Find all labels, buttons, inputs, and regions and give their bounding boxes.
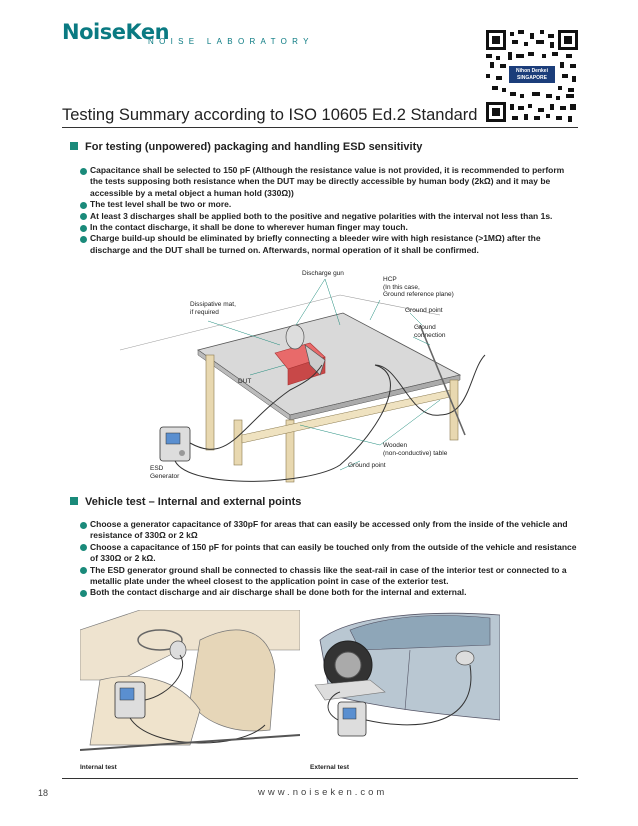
label-hcp-line1: HCP: [383, 276, 397, 283]
title-divider: [62, 127, 578, 128]
footer-divider: [62, 778, 578, 779]
list-item: In the contact discharge, it shall be done to wherever human finger may touch.: [80, 222, 578, 233]
qr-badge-line1: Nihon Denkei: [516, 68, 548, 74]
list-item: Choose a generator capacitance of 330pF for areas that can easily be accessed only from the inside of the vehicle and resistance of 330Ω or 2 kΩ: [80, 519, 578, 542]
noiseken-logo: NoiseKen: [62, 20, 170, 44]
list-item: The ESD generator ground shall be connected to chassis like the seat-rail in case of the interior test or connected to a metallic plate under the wheel closest to the application point in case of the exterior test.: [80, 565, 578, 588]
qr-badge: [509, 66, 555, 83]
list-item: Both the contact discharge and air discharge shall be done both for the internal and external.: [80, 587, 578, 598]
label-esd-line1: ESD: [150, 465, 164, 472]
label-ground-connection-line2: connection: [414, 331, 446, 339]
logo-tagline: NOISE LABORATORY: [148, 37, 314, 46]
caption-external-test: External test: [310, 764, 350, 771]
page-title: Testing Summary according to ISO 10605 Ed.2 Standard: [62, 106, 478, 124]
footer-url: www.noiseken.com: [258, 787, 388, 798]
label-dissipative-mat: [190, 301, 236, 316]
section1-heading: [70, 141, 422, 153]
label-wooden-table: [383, 442, 447, 457]
qr-badge-line2: SINGAPORE: [516, 75, 547, 81]
section-square-icon: [70, 497, 78, 505]
internal-test-figure: [80, 610, 300, 760]
label-esd-line2: Generator: [150, 472, 180, 480]
label-ground-point-bottom: Ground point: [348, 462, 386, 469]
label-dissipative-line1: Dissipative mat,: [190, 301, 236, 308]
label-hcp-line2: (In this case,: [383, 283, 420, 291]
label-ground-point-top: Ground point: [405, 307, 443, 314]
list-item: At least 3 discharges shall be applied both to the positive and negative polarities with the interval not less than 1s.: [80, 211, 578, 222]
section2-bullets: [80, 519, 578, 599]
section2-heading: [70, 496, 301, 508]
section1-bullets: [80, 165, 578, 256]
list-item: Charge build-up should be eliminated by briefly connecting a bleeder wire with high resistance (>1MΩ) after the discharge and the DUT shall be turned on. Afterwards, normal operation of it shall be confirmed.: [80, 233, 578, 256]
external-test-figure: [310, 610, 500, 760]
label-discharge-gun: Discharge gun: [302, 270, 344, 277]
section1-heading-text: For testing (unpowered) packaging and handling ESD sensitivity: [85, 141, 423, 153]
label-hcp-line3: Ground reference plane): [383, 291, 454, 298]
list-item: Choose a capacitance of 150 pF for points that can easily be touched only from the outside of the vehicle and resistance of 330Ω or 2 kΩ.: [80, 542, 578, 565]
label-esd-generator: [150, 465, 179, 480]
label-dut: DUT: [238, 378, 252, 385]
label-wooden-line1: Wooden: [383, 442, 408, 449]
section-square-icon: [70, 142, 78, 150]
section2-heading-text: Vehicle test – Internal and external points: [85, 496, 302, 508]
esd-test-setup-figure: [110, 265, 540, 490]
caption-internal-test: Internal test: [80, 764, 117, 771]
list-item: The test level shall be two or more.: [80, 199, 578, 210]
page-number: 18: [38, 788, 49, 798]
list-item: Capacitance shall be selected to 150 pF (Although the resistance value is not provided, it is recommended to perform the tests supposing both resistance when the DUT may be directly accessible by human body (2kΩ) and it may be accessible by a metal object a human hold (330Ω)): [80, 165, 578, 199]
label-hcp: [383, 276, 454, 299]
label-dissipative-line2: if required: [190, 308, 219, 316]
label-ground-connection: [414, 324, 445, 339]
label-ground-connection-line1: Ground: [414, 324, 436, 331]
label-wooden-line2: (non-conductive) table: [383, 449, 448, 457]
